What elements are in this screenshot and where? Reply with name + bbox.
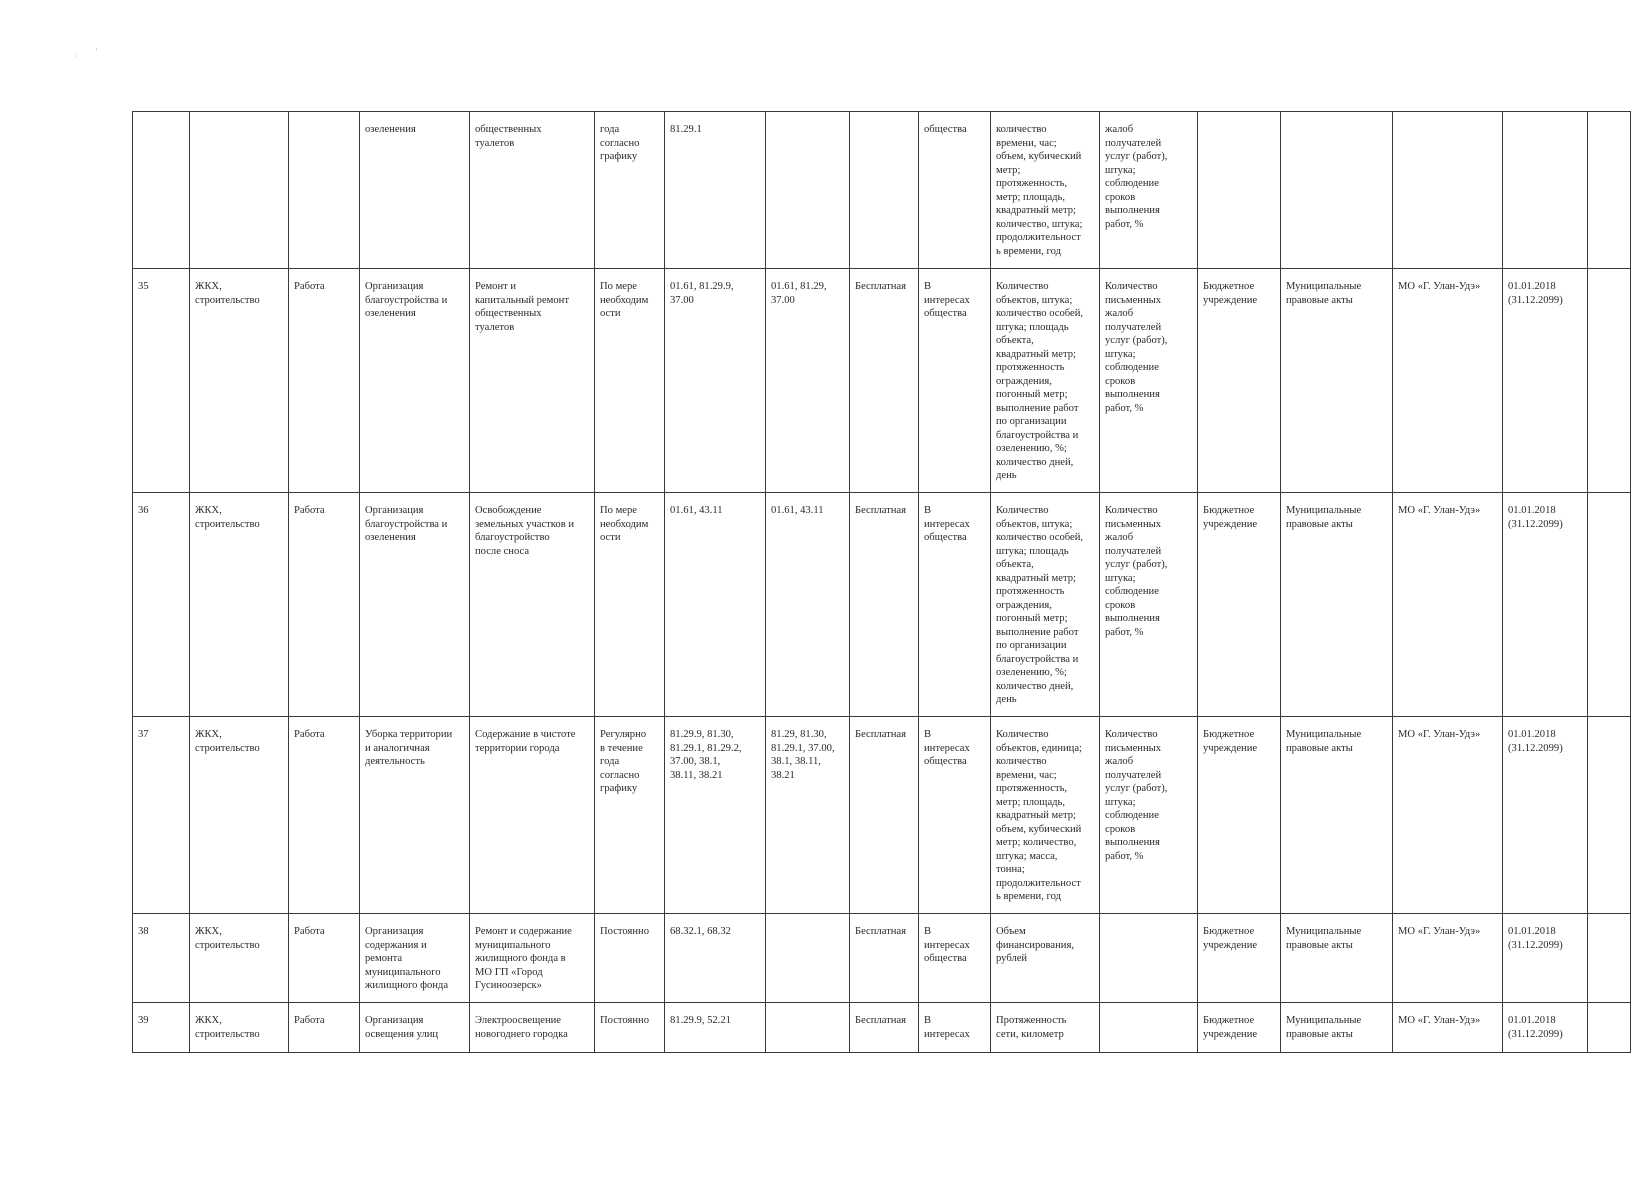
cell-number	[133, 112, 190, 269]
cell-frequency: Постоянно	[595, 1003, 665, 1053]
cell-content: Ремонт и содержание муниципального жилищного фонда в МО ГП «Город Гусиноозерск»	[470, 914, 595, 1003]
cell-volume-indicators: Количество объектов, штука; количество особей, штука; площадь объекта, квадратный метр; протяженность ограждения, погонный метр; выполнение работ по организации благоустройства и озеленению, %; количество дней, день	[991, 493, 1100, 717]
cell-dates: 01.01.2018 (31.12.2099)	[1503, 914, 1588, 1003]
cell-activity: озеленения	[360, 112, 470, 269]
cell-volume-indicators: количество времени, час; объем, кубический метр; протяженность, метр; площадь, квадратный метр; количество, штука; продолжительност ь времени, год	[991, 112, 1100, 269]
cell-okved: 01.61, 43.11	[665, 493, 766, 717]
cell-type	[289, 112, 360, 269]
cell-content: Ремонт и капитальный ремонт общественных туалетов	[470, 269, 595, 493]
cell-number: 35	[133, 269, 190, 493]
cell-institution-type	[1198, 112, 1281, 269]
cell-number: 39	[133, 1003, 190, 1053]
cell-empty	[1588, 493, 1631, 717]
table-row	[133, 112, 1631, 269]
cell-content: Содержание в чистоте территории города	[470, 717, 595, 914]
cell-okpd	[766, 112, 850, 269]
cell-institution-type: Бюджетное учреждение	[1198, 269, 1281, 493]
cell-okpd	[766, 914, 850, 1003]
cell-authority: МО «Г. Улан-Удэ»	[1393, 717, 1503, 914]
cell-authority: МО «Г. Улан-Удэ»	[1393, 269, 1503, 493]
cell-legal-basis: Муниципальные правовые акты	[1281, 1003, 1393, 1053]
cell-sector: ЖКХ, строительство	[190, 1003, 289, 1053]
cell-dates: 01.01.2018 (31.12.2099)	[1503, 269, 1588, 493]
cell-activity: Организация благоустройства и озеленения	[360, 493, 470, 717]
cell-dates: 01.01.2018 (31.12.2099)	[1503, 493, 1588, 717]
cell-sector: ЖКХ, строительство	[190, 269, 289, 493]
cell-frequency: года согласно графику	[595, 112, 665, 269]
cell-number: 38	[133, 914, 190, 1003]
cell-type: Работа	[289, 914, 360, 1003]
cell-volume-indicators: Количество объектов, единица; количество времени, час; протяженность, метр; площадь, квадратный метр; объем, кубический метр; количество, штука; масса, тонна; продолжительност ь времени, год	[991, 717, 1100, 914]
cell-frequency: По мере необходим ости	[595, 269, 665, 493]
cell-legal-basis: Муниципальные правовые акты	[1281, 914, 1393, 1003]
cell-authority	[1393, 112, 1503, 269]
cell-institution-type: Бюджетное учреждение	[1198, 717, 1281, 914]
cell-content: Электроосвещение новогоднего городка	[470, 1003, 595, 1053]
cell-quality-indicators: Количество письменных жалоб получателей услуг (работ), штука; соблюдение сроков выполнения работ, %	[1100, 269, 1198, 493]
services-registry-table	[132, 111, 1631, 1053]
cell-activity: Уборка территории и аналогичная деятельность	[360, 717, 470, 914]
cell-institution-type: Бюджетное учреждение	[1198, 914, 1281, 1003]
cell-interests: В интересах общества	[919, 717, 991, 914]
table-row	[133, 1003, 1631, 1053]
cell-volume-indicators: Количество объектов, штука; количество особей, штука; площадь объекта, квадратный метр; протяженность ограждения, погонный метр; выполнение работ по организации благоустройства и озеленению, %; количество дней, день	[991, 269, 1100, 493]
cell-payment: Бесплатная	[850, 914, 919, 1003]
cell-payment: Бесплатная	[850, 1003, 919, 1053]
cell-dates: 01.01.2018 (31.12.2099)	[1503, 1003, 1588, 1053]
cell-interests: общества	[919, 112, 991, 269]
cell-frequency: По мере необходим ости	[595, 493, 665, 717]
cell-legal-basis	[1281, 112, 1393, 269]
cell-sector: ЖКХ, строительство	[190, 717, 289, 914]
cell-interests: В интересах общества	[919, 269, 991, 493]
cell-okpd: 01.61, 43.11	[766, 493, 850, 717]
cell-empty	[1588, 717, 1631, 914]
cell-activity: Организация освещения улиц	[360, 1003, 470, 1053]
cell-quality-indicators: жалоб получателей услуг (работ), штука; соблюдение сроков выполнения работ, %	[1100, 112, 1198, 269]
cell-okpd	[766, 1003, 850, 1053]
cell-payment: Бесплатная	[850, 269, 919, 493]
cell-sector: ЖКХ, строительство	[190, 914, 289, 1003]
cell-number: 36	[133, 493, 190, 717]
cell-interests: В интересах общества	[919, 914, 991, 1003]
cell-institution-type: Бюджетное учреждение	[1198, 493, 1281, 717]
cell-quality-indicators: Количество письменных жалоб получателей услуг (работ), штука; соблюдение сроков выполнения работ, %	[1100, 717, 1198, 914]
cell-quality-indicators	[1100, 1003, 1198, 1053]
cell-okved: 81.29.9, 52.21	[665, 1003, 766, 1053]
cell-interests: В интересах общества	[919, 493, 991, 717]
cell-empty	[1588, 914, 1631, 1003]
cell-legal-basis: Муниципальные правовые акты	[1281, 717, 1393, 914]
cell-number: 37	[133, 717, 190, 914]
cell-type: Работа	[289, 269, 360, 493]
cell-empty	[1588, 269, 1631, 493]
scan-speck: ·	[74, 52, 77, 61]
cell-type: Работа	[289, 717, 360, 914]
cell-frequency: Регулярно в течение года согласно графику	[595, 717, 665, 914]
cell-activity: Организация благоустройства и озеленения	[360, 269, 470, 493]
cell-quality-indicators	[1100, 914, 1198, 1003]
cell-activity: Организация содержания и ремонта муниципального жилищного фонда	[360, 914, 470, 1003]
cell-okved: 81.29.9, 81.30, 81.29.1, 81.29.2, 37.00, 38.1, 38.11, 38.21	[665, 717, 766, 914]
cell-authority: МО «Г. Улан-Удэ»	[1393, 1003, 1503, 1053]
cell-authority: МО «Г. Улан-Удэ»	[1393, 914, 1503, 1003]
scan-speck: '	[96, 47, 98, 56]
table-row	[133, 717, 1631, 914]
cell-frequency: Постоянно	[595, 914, 665, 1003]
cell-volume-indicators: Протяженность сети, километр	[991, 1003, 1100, 1053]
cell-interests: В интересах	[919, 1003, 991, 1053]
cell-okved: 68.32.1, 68.32	[665, 914, 766, 1003]
cell-authority: МО «Г. Улан-Удэ»	[1393, 493, 1503, 717]
cell-volume-indicators: Объем финансирования, рублей	[991, 914, 1100, 1003]
cell-sector: ЖКХ, строительство	[190, 493, 289, 717]
cell-payment: Бесплатная	[850, 493, 919, 717]
cell-empty	[1588, 112, 1631, 269]
cell-okved: 01.61, 81.29.9, 37.00	[665, 269, 766, 493]
cell-type: Работа	[289, 493, 360, 717]
table-row	[133, 914, 1631, 1003]
cell-sector	[190, 112, 289, 269]
cell-quality-indicators: Количество письменных жалоб получателей услуг (работ), штука; соблюдение сроков выполнения работ, %	[1100, 493, 1198, 717]
cell-legal-basis: Муниципальные правовые акты	[1281, 269, 1393, 493]
cell-okpd: 01.61, 81.29, 37.00	[766, 269, 850, 493]
cell-okpd: 81.29, 81.30, 81.29.1, 37.00, 38.1, 38.11, 38.21	[766, 717, 850, 914]
cell-content: Освобождение земельных участков и благоустройство после сноса	[470, 493, 595, 717]
cell-dates: 01.01.2018 (31.12.2099)	[1503, 717, 1588, 914]
cell-payment: Бесплатная	[850, 717, 919, 914]
cell-type: Работа	[289, 1003, 360, 1053]
cell-institution-type: Бюджетное учреждение	[1198, 1003, 1281, 1053]
cell-empty	[1588, 1003, 1631, 1053]
cell-payment	[850, 112, 919, 269]
cell-legal-basis: Муниципальные правовые акты	[1281, 493, 1393, 717]
cell-content: общественных туалетов	[470, 112, 595, 269]
table-row	[133, 269, 1631, 493]
cell-okved: 81.29.1	[665, 112, 766, 269]
table-row	[133, 493, 1631, 717]
cell-dates	[1503, 112, 1588, 269]
